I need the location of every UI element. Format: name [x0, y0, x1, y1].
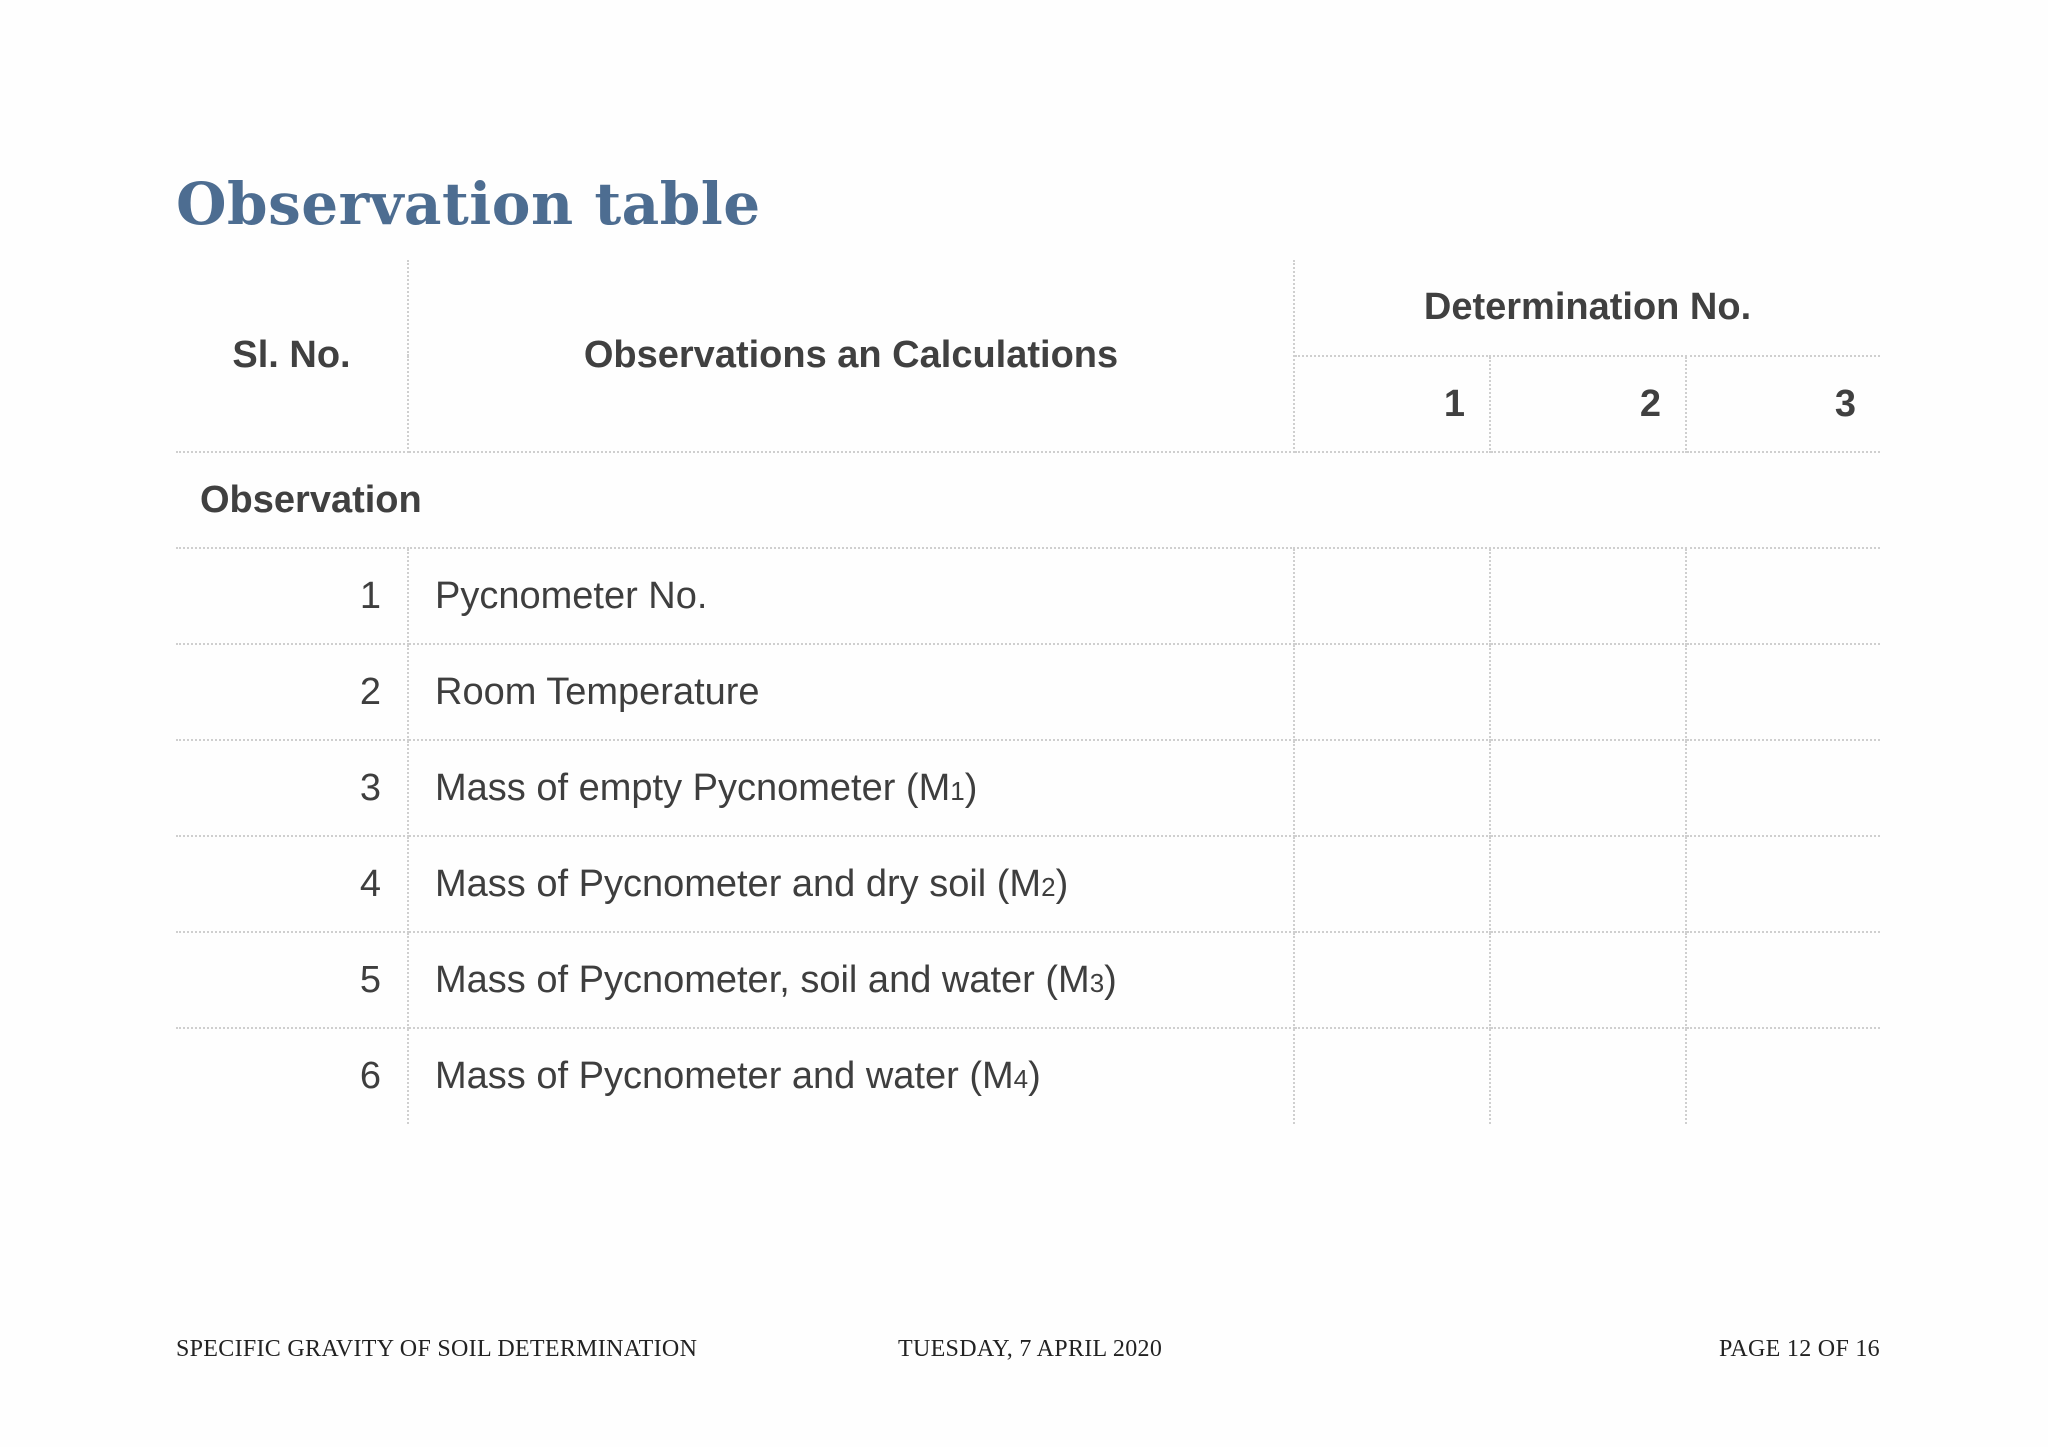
footer-date: TUESDAY, 7 APRIL 2020 — [898, 1336, 1163, 1362]
row-value-cell — [1490, 740, 1686, 836]
row-value-cell — [1294, 740, 1490, 836]
row-label: Mass of Pycnometer and dry soil (M2) — [408, 836, 1294, 932]
row-sl-no: 6 — [176, 1028, 408, 1124]
row-sl-no: 3 — [176, 740, 408, 836]
page-title: Observation table — [176, 170, 761, 238]
header-det-2: 2 — [1490, 356, 1686, 452]
row-value-cell — [1490, 836, 1686, 932]
table-row — [176, 932, 1880, 1028]
header-observations: Observations an Calculations — [408, 260, 1294, 452]
row-value-cell — [1686, 836, 1880, 932]
row-value-cell — [1294, 836, 1490, 932]
row-label: Mass of empty Pycnometer (M1) — [408, 740, 1294, 836]
row-value-cell — [1490, 932, 1686, 1028]
row-value-cell — [1294, 548, 1490, 644]
header-det-1: 1 — [1294, 356, 1490, 452]
row-label: Mass of Pycnometer and water (M4) — [408, 1028, 1294, 1124]
row-value-cell — [1686, 1028, 1880, 1124]
row-value-cell — [1686, 740, 1880, 836]
table-row — [176, 836, 1880, 932]
row-value-cell — [1294, 932, 1490, 1028]
row-label: Mass of Pycnometer, soil and water (M3) — [408, 932, 1294, 1028]
row-sl-no: 2 — [176, 644, 408, 740]
header-sl-no: Sl. No. — [176, 260, 408, 452]
row-sl-no: 4 — [176, 836, 408, 932]
table-row — [176, 644, 1880, 740]
header-det-3: 3 — [1686, 356, 1880, 452]
row-label: Room Temperature — [408, 644, 1294, 740]
section-row — [176, 452, 1880, 548]
table-row — [176, 1028, 1880, 1124]
row-value-cell — [1294, 1028, 1490, 1124]
row-value-cell — [1686, 932, 1880, 1028]
row-value-cell — [1686, 644, 1880, 740]
section-label: Observation — [176, 452, 1880, 548]
header-row-top — [176, 260, 1880, 356]
footer-document-title: SPECIFIC GRAVITY OF SOIL DETERMINATION — [176, 1336, 698, 1362]
row-value-cell — [1490, 548, 1686, 644]
row-sl-no: 1 — [176, 548, 408, 644]
header-determination: Determination No. — [1294, 260, 1880, 356]
row-value-cell — [1490, 644, 1686, 740]
table-row — [176, 548, 1880, 644]
row-sl-no: 5 — [176, 932, 408, 1028]
observation-table — [176, 260, 1880, 1124]
row-value-cell — [1294, 644, 1490, 740]
row-label: Pycnometer No. — [408, 548, 1294, 644]
row-value-cell — [1686, 548, 1880, 644]
table-row — [176, 740, 1880, 836]
row-value-cell — [1490, 1028, 1686, 1124]
footer-page-number: PAGE 12 OF 16 — [1718, 1336, 1880, 1362]
